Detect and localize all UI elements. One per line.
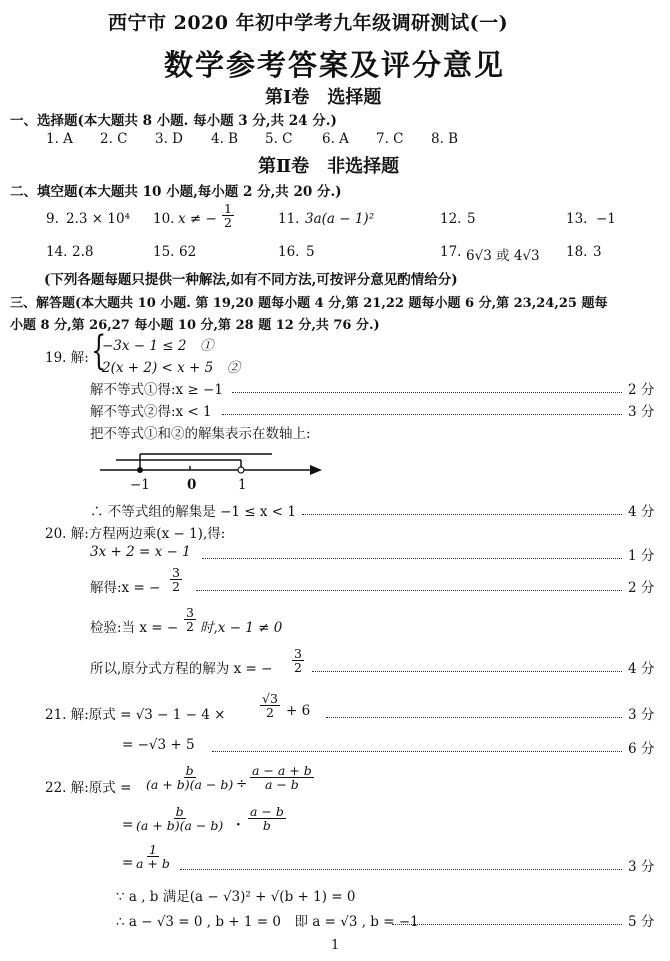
q19-conclusion: ∴ 不等式组的解集是 −1 ≤ x < 1 [90,504,296,520]
fraction: $\frac{a - a + b}{a - b}$ [252,763,312,793]
fraction: $\frac{1}{2}$ [224,201,232,231]
operator: · [236,817,241,833]
fraction: $\frac{a - b}{b}$ [250,804,284,834]
dotted-leader [392,924,622,925]
q19-label: 19. 解: [45,350,89,366]
q22-condition: ∵ a , b 满足(a − √3)² + √(b + 1) = 0 [116,889,356,905]
mc-answer: 6. A [322,131,349,147]
fraction: $\frac{3}{2}$ [294,646,302,676]
operator: ÷ [236,776,248,792]
fill-answer: 2.8 [72,244,94,260]
dotted-leader [202,558,622,559]
score: 2 分 [628,382,655,398]
answer-key-title: 数学参考答案及评分意见 [164,48,506,82]
q-number: 16. [278,244,300,260]
axis-label: 0 [187,477,197,493]
dotted-leader [302,514,622,515]
q20-label: 20. 解:方程两边乘(x − 1),得: [45,526,226,542]
fill-answer: 5 [306,244,315,260]
score: 3 分 [628,404,655,420]
mc-answer: 8. B [431,131,459,147]
mc-answer: 3. D [155,131,183,147]
fill-answer: 3a(a − 1)² [305,211,375,227]
section3-heading: 三、解答题(本大题共 10 小题. 第 19,20 题每小题 4 分,第 21,22 题每小题 6 分,第 23,24,25 题每 [10,296,608,311]
fill-answer: x ≠ − [178,211,217,227]
q-number: 13. [566,211,588,227]
q-number: 11. [278,211,300,227]
mc-answer: 5. C [265,131,293,147]
q21-step-2: = −√3 + 5 [122,737,195,753]
q22-solve: ∴ a − √3 = 0 , b + 1 = 0 即 a = √3 , b = −1 [116,914,419,930]
q21-tail: + 6 [286,703,311,719]
fill-answer: 6√3 或 4√3 [466,248,540,264]
fill-answer: 5 [467,211,476,227]
q19-step-1: 解不等式①得:x ≥ −1 [90,382,223,398]
fraction: $\frac{√3}{2}$ [262,691,278,721]
equals: = [122,817,134,833]
fill-answer: 3 [593,244,602,260]
fill-answer: 2.3 × 10⁴ [66,211,130,227]
dotted-leader [232,392,622,393]
equals: = [122,855,134,871]
q-number: 12. [440,211,462,227]
system-brace: { [91,328,107,374]
q-number: 17. [440,244,462,260]
grading-note: (下列各题每题只提供一种解法,如有不同方法,可按评分意见酌情给分) [44,272,458,288]
q20-check-cont: 时,x − 1 ≠ 0 [200,620,283,636]
fraction: $\frac{b}{(a + b)(a - b)}$ [136,804,224,834]
page-number: 1 [331,938,340,953]
fill-answer: −1 [596,211,616,227]
axis-label: 1 [238,477,247,493]
score: 3 分 [628,859,655,875]
mc-answer: 7. C [376,131,404,147]
q19-inequality-1: −3x − 1 ≤ 2 ① [102,338,214,354]
score: 4 分 [628,504,655,520]
dotted-leader [222,414,622,415]
dotted-leader [326,717,622,718]
axis-label: −1 [130,477,150,493]
part1-title: 第Ⅰ卷 选择题 [265,87,382,108]
dotted-leader [212,751,622,752]
q19-step-2: 解不等式②得:x < 1 [90,404,212,420]
fraction: $\frac{3}{2}$ [172,565,180,595]
section1-heading: 一、选择题(本大题共 8 小题. 每小题 3 分,共 24 分.) [10,113,337,129]
fill-answer: 62 [179,244,197,260]
fraction: $\frac{b}{(a + b)(a - b)}$ [146,763,234,793]
q-number: 9. [46,211,59,227]
dotted-leader [312,671,622,672]
exam-title: 西宁市 2020 年初中学考九年级调研测试(一) [108,12,509,34]
mc-answer: 1. A [46,131,73,147]
dotted-leader [180,869,622,870]
q20-check: 检验:当 x = − [90,620,179,636]
section3-heading-cont: 小题 8 分,第 26,27 每小题 10 分,第 28 题 12 分,共 76 分.) [10,318,380,333]
q19-inequality-2: 2(x + 2) < x + 5 ② [102,360,241,376]
q19-step-3: 把不等式①和②的解集表示在数轴上: [90,426,311,442]
score: 5 分 [628,914,655,930]
section2-heading: 二、填空题(本大题共 10 小题,每小题 2 分,共 20 分.) [10,184,342,200]
score: 4 分 [628,661,655,677]
q22-label: 22. 解:原式 = [45,780,132,796]
mc-answer: 2. C [100,131,128,147]
score: 2 分 [628,580,655,596]
fraction: $\frac{1}{a + b}$ [136,842,170,872]
q-number: 18. [566,244,588,260]
mc-answer: 4. B [211,131,239,147]
score: 6 分 [628,741,655,757]
q20-step-1: 3x + 2 = x − 1 [90,544,191,560]
part2-title: 第Ⅱ卷 非选择题 [258,156,400,177]
q-number: 10. [153,211,175,227]
q20-step-2: 解得:x = − [90,580,161,596]
dotted-leader [196,590,622,591]
q-number: 15. [153,244,175,260]
fraction: $\frac{3}{2}$ [186,605,194,635]
q20-conclusion: 所以,原分式方程的解为 x = − [90,661,273,677]
score: 1 分 [628,548,655,564]
score: 3 分 [628,707,655,723]
q21-label: 21. 解:原式 = √3 − 1 − 4 × [45,707,226,723]
q-number: 14. [46,244,68,260]
